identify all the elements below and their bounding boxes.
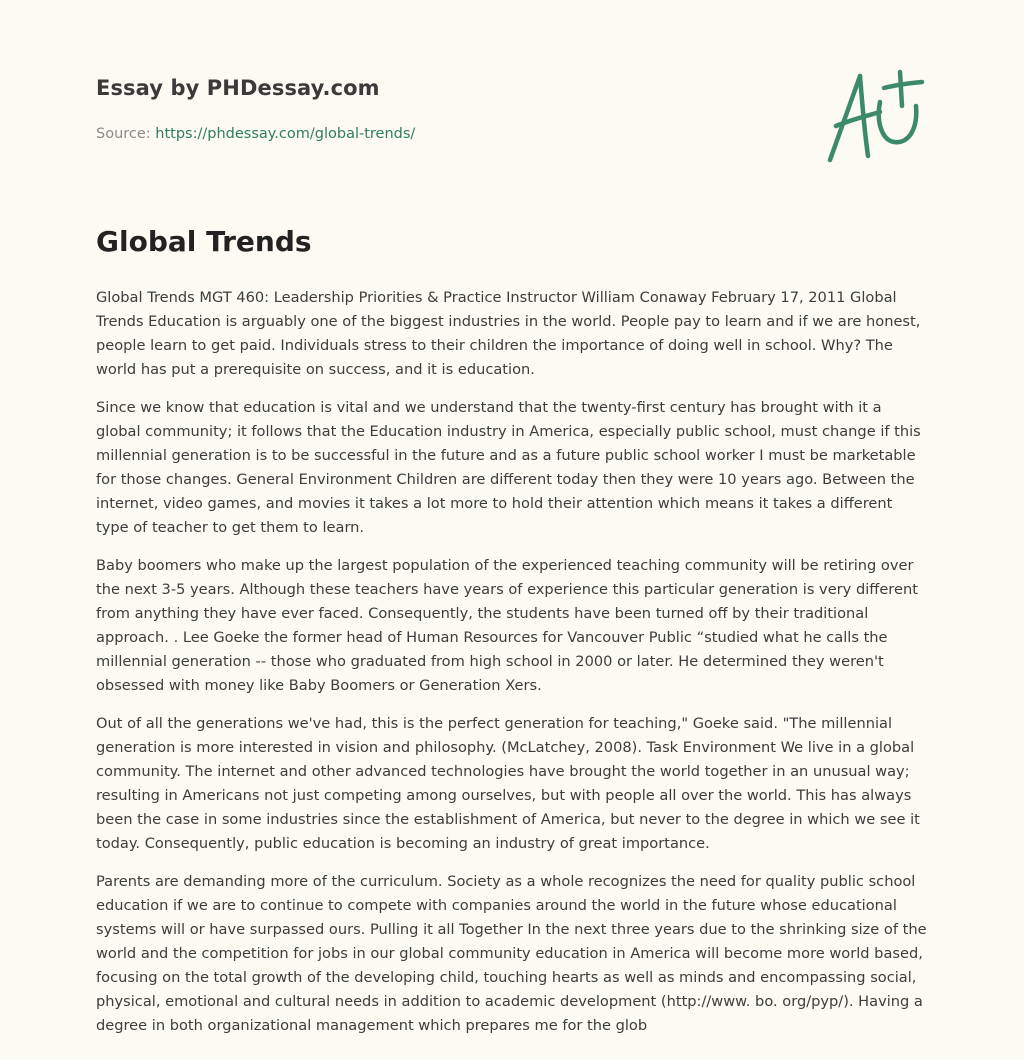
- a-plus-logo-icon: [822, 66, 928, 166]
- site-brand: Essay by PHDessay.com: [96, 76, 380, 100]
- essay-paragraph: Baby boomers who make up the largest population of the experienced teaching community will be retiring over the next 3-5 years. Although these teachers have years of experience this particular generation is very different from anything they have ever faced. Consequently, the students have been turned off by their traditional approach. . Lee Goeke the former head of Human Resources for Vancouver Public “studied what he calls the millennial generation -- those who graduated from high school in 2000 or later. He determined they weren't obsessed with money like Baby Boomers or Generation Xers.: [96, 557, 918, 694]
- page-header: [96, 76, 696, 142]
- source-line: [96, 126, 696, 142]
- source-label: Source:: [96, 126, 151, 142]
- essay-title: Global Trends: [96, 225, 312, 258]
- essay-paragraph: Parents are demanding more of the curriculum. Society as a whole recognizes the need for quality public school education if we are to continue to compete with companies around the world in the future whose educational systems will or have surpassed ours. Pulling it all Together In the next three years due to the shrinking size of the world and the competition for jobs in our global community education in America will become more world based, focusing on the total growth of the developing child, touching hearts as well as minds and encompassing social, physical, emotional and cultural needs in addition to academic development (http://www. bo. org/pyp/). Having a degree in both organizational management which prepares me for the glob: [96, 873, 927, 1034]
- essay-body: [96, 286, 928, 1052]
- source-link[interactable]: https://phdessay.com/global-trends/: [155, 126, 416, 142]
- essay-paragraph: Out of all the generations we've had, this is the perfect generation for teaching," Goeke said. "The millennial generation is more interested in vision and philosophy. (McLatchey, 2008). Task Environment We live in a global community. The internet and other advanced technologies have brought the world together in an unusual way; resulting in Americans not just competing among ourselves, but with people all over the world. This has always been the case in some industries since the establishment of America, but never to the degree in which we see it today. Consequently, public education is becoming an industry of great importance.: [96, 715, 920, 852]
- essay-paragraph: Global Trends MGT 460: Leadership Priorities & Practice Instructor William Conaway February 17, 2011 Global Trends Education is arguably one of the biggest industries in the world. People pay to learn and if we are honest, people learn to get paid. Individuals stress to their children the importance of doing well in school. Why? The world has put a prerequisite on success, and it is education.: [96, 289, 921, 378]
- essay-paragraph: Since we know that education is vital and we understand that the twenty-first century has brought with it a global community; it follows that the Education industry in America, especially public school, must change if this millennial generation is to be successful in the future and as a future public school worker I must be marketable for those changes. General Environment Children are different today then they were 10 years ago. Between the internet, video games, and movies it takes a lot more to hold their attention which means it takes a different type of teacher to get them to learn.: [96, 399, 921, 536]
